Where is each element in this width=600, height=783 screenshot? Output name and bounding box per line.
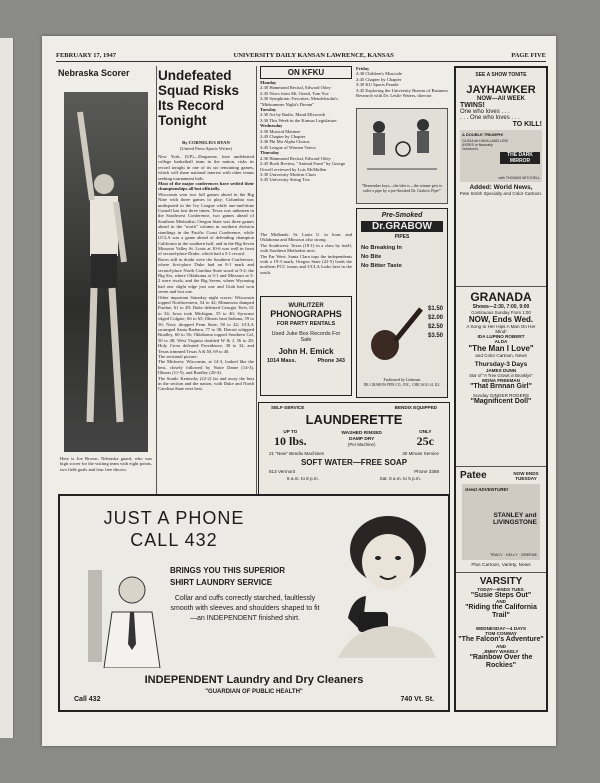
story-paragraph: New York, (UP)—Duquesne, lone undefeated college basketball team in the nation, risks its record tonight in one of its six remaining games, which will share national interest with other teams seeking tournament bids.	[158, 154, 254, 181]
wurlitzer-records: Used Juke Box Records For Sale	[271, 331, 341, 343]
adjacent-page-edge	[0, 38, 14, 738]
story-paragraph: The Southwest: Texas (18-1) in a class by itself, with Southern Methodist next.	[260, 242, 352, 254]
varsity-name: VARSITY	[479, 576, 523, 587]
grabow-price: $3.50	[427, 333, 443, 339]
launderette-hours-saturday: Sat. 8 a.m. to 5 p.m.	[379, 476, 421, 481]
laundry-sub-2: SHIRT LAUNDRY SERVICE	[170, 578, 273, 587]
varsity-film-3: "The Falcon's Adventure"	[458, 636, 544, 643]
laundry-body: Collar and cuffs correctly starched, faultlessly smooth with sleeves and shoulders shaped to fit—an INDEPENDENT finished shirt.	[170, 595, 320, 622]
player-photo	[64, 92, 148, 452]
story-paragraph: The Midwest: Wisconsin, at 14-3, looked like the best, closely followed by Notre Dame (14-3), Illinois (11-5), and Bradley (20-4).	[158, 359, 254, 376]
grabow-feature: No Bitter Taste	[361, 263, 402, 269]
photo-caption: Here is Joe Brown, Nebraska guard, who was high scorer for the visiting team with eight points, two field goals and four free throws.	[60, 456, 152, 472]
varsity-and-2: AND	[496, 644, 506, 649]
launderette-hours-weekday: 8 a.m. to 8 p.m.	[287, 476, 319, 481]
launderette-hours	[259, 476, 449, 481]
varsity-star-1: TOM CONWAY	[485, 631, 517, 636]
radio-friday	[356, 66, 448, 106]
laundry-sub-1: BRINGS YOU THIS SUPERIOR	[170, 566, 285, 575]
radio-title: ON KFKU	[260, 66, 352, 79]
launderette-machines: 21 "New" Bendix Machines	[269, 451, 325, 456]
granada-film: "The Man I Love"	[468, 344, 534, 353]
granada-now: NOW, Ends Wed.	[468, 315, 534, 324]
page-header	[56, 50, 546, 62]
granada-sunday: Sunday GINGER ROGERS	[472, 393, 530, 398]
laundry-address: 740 Vt. St.	[400, 696, 434, 703]
header-date: FEBRUARY 17, 1947	[56, 52, 117, 59]
patee-cast: TRACY · KELLY · GREENE	[489, 553, 537, 557]
pipe-icon	[367, 305, 423, 363]
grabow-footer: Fashioned by Linkman	[383, 377, 421, 382]
jayhawker-kill: TO KILL!	[512, 121, 542, 128]
story-byline: By CORNELIUS RYAN	[182, 140, 230, 145]
radio-day: Thursday	[260, 150, 280, 156]
granada-cont: Continuous Sunday From 1:00	[471, 310, 531, 315]
granada-extra: and Color Cartoon, News	[475, 353, 527, 358]
story-paragraph: Wisconsin won two full games ahead in the Big Nine with three games to play; Columbia was undisputed in the Ivy League while one-and-done Cornell has lost three times; Texas was unbeaten in the Southwest Conference, two games ahead of Southern Methodist; Oregon State was three games ahead in the "north" column in northern division standings in the Pacific Coast Conference, while UCLA was a game ahead of defending champion California in the southern half, and in the Big Seven Missouri Valley St. Louis at 10-6 was well in front of second-place Drake, which had a 5-1 record.	[158, 191, 254, 257]
launderette-self-service: SELF-SERVICE	[271, 405, 305, 410]
varsity-and: AND	[496, 599, 506, 604]
header-paper: UNIVERSITY DAILY KANSAN LAWRENCE, KANSAS	[233, 52, 394, 59]
story-paragraph: The sectional picture:	[158, 354, 198, 360]
jayhawker-twins: TWINS!	[460, 102, 485, 109]
basketball-player-figure	[64, 92, 148, 452]
jayhawker-stars: OLIVIA de HAVILLAND LEW AYRES in Nunnally Johnson's	[462, 139, 508, 151]
radio-day: Monday	[260, 80, 277, 85]
story-credit: (United Press Sports Writer)	[179, 146, 233, 151]
radio-item: 3:30 University Modern Choir	[260, 171, 317, 177]
radio-item: 2:30 Musical Matinee	[260, 128, 301, 134]
varsity-film-2: "Riding the California Trail"	[465, 604, 537, 619]
wurlitzer-ad	[260, 296, 352, 396]
launderette-details	[259, 449, 449, 458]
see-a-show: SEE A SHOW TONITE	[475, 72, 527, 78]
varsity-ad	[456, 576, 546, 670]
grabow-feature: No Breaking In	[361, 245, 402, 251]
launderette-only: ONLY	[419, 429, 432, 434]
laundry-phone: Call 432	[74, 696, 101, 703]
launderette-bendix: BENDIX EQUIPPED	[394, 405, 437, 410]
wurlitzer-phone: Phone 343	[317, 358, 345, 364]
grabow-cartoon	[356, 108, 448, 204]
launderette-contact	[259, 467, 449, 476]
radio-day: Tuesday	[260, 107, 277, 113]
varsity-wednesday: WEDNESDAY—4 DAYS	[475, 626, 527, 631]
radio-item: 3:30 This Week in the Kansas Legislature	[260, 117, 337, 123]
jayhawker-tagline-2: . . . One who loves . . .	[460, 115, 520, 121]
radio-item: 2:45 Chapter by Chapter	[260, 134, 306, 140]
launderette-ad	[258, 402, 450, 498]
woman-on-phone-illustration	[332, 508, 440, 658]
laundry-headline-2: CALL 432	[130, 530, 218, 550]
varsity-today: TODAY—ENDS TUES.	[477, 587, 525, 592]
story-paragraph: Races still in doubt were the Southern Conference, where first-place Duke had an 8-1 mark and second-place North Carolina State stood at 9-2; the Big Six, where Oklahoma at 3-1 and Missouri at 3-2 were rivals, and the Big Seven, where Wyoming had one slight edge just one and Utah had won seven and lost one.	[158, 256, 254, 295]
column-rule	[156, 66, 157, 496]
granada-shows: Shows—2:30, 7:00, 9:00	[472, 304, 530, 310]
laundry-slogan: "GUARDIAN OF PUBLIC HEALTH"	[205, 689, 303, 695]
jayhawker-name: JAYHAWKER	[466, 84, 536, 96]
radio-item: 3:45 League of Women Voters	[260, 144, 316, 150]
story-paragraph: The South: Kentucky (22-2) far and away the best in the section and the nation, with Duke and North Carolina State next best.	[158, 375, 254, 392]
granada-star-2: JAMES DUNN	[485, 368, 517, 373]
jayhawker-added-2: Pete Smith Specialty and Color Cartoon.	[459, 191, 543, 196]
man-in-shirt-illustration	[84, 564, 168, 668]
grabow-price: $2.00	[427, 315, 443, 321]
wurlitzer-phonographs: PHONOGRAPHS	[270, 309, 342, 319]
grabow-ad	[356, 208, 448, 398]
granada-desc: Star of "A Tree Grows in Brooklyn"	[469, 373, 533, 378]
granada-song: A Song to Her Hips A Man On Her Mind!	[466, 324, 536, 334]
launderette-title: LAUNDERETTE	[305, 412, 403, 427]
launderette-washed: WASHED RINSED DAMP DRY	[341, 430, 382, 442]
granada-film-2: "That Brnnan Girl"	[470, 383, 532, 390]
patee-now: NOW ENDS TUESDAY	[513, 470, 539, 481]
radio-item: 2:45 News from Mt. Oread, Tom Yoe	[260, 90, 329, 96]
varsity-star-2: JIMMY WAKELY	[483, 649, 519, 654]
theatre-divider	[456, 466, 546, 467]
launderette-soft-water: SOFT WATER—FREE SOAP	[300, 458, 408, 467]
story-paragraph: Other important Saturday night scores: Wisconsin topped Northwestern, 54 to 42; Minnesota dumped Purdue, 61 to 49; Duke defeated Georgia Tech, 61 to 34; Iowa took Michigan, 55 to 40; Syracuse edged Colgate, 66 to 65; Illinois beat Indiana, 59 to 50; Navy dropped Penn State, 58 to 42; UCLA swamped Santa Barbara, 77 to 38; Detroit whipped Bradley, 60 to 56; Oklahoma topped Southern Cal, 50 to 48; West Virginia doubled W & J, 56 to 28; Holy Cross defeated Providence, 38 to 34, and Texas trimmed Texas A & M, 69 to 40.	[158, 294, 254, 354]
story-paragraph: The Midlands: St. Louis U. in front, and Oklahoma and Missouri also strong.	[260, 232, 352, 243]
theatre-divider	[456, 572, 546, 573]
radio-item: 2:30 Children's Musicale	[356, 71, 402, 77]
dark-mirror-poster	[460, 130, 542, 182]
radio-schedule	[260, 80, 352, 230]
radio-item: 3:30 Symphonic Favorites: Mendelssohn's "Midsummer Night's Dream"	[260, 96, 339, 107]
wurlitzer-contact	[261, 356, 351, 366]
launderette-price: 25c	[416, 434, 434, 448]
story-paragraph: The Far West: Santa Clara tops the independents with a 19-3 mark; Oregon State (22-5) leads the northern PCC teams and UCLA looks best in the south.	[260, 253, 352, 275]
patee-extra: Plus Cartoon, Variety, News	[471, 563, 531, 568]
story-paragraph: Most of the major conferences have settled their championships all but officially.	[158, 181, 254, 192]
grabow-brand: Dr.GRABOW	[361, 221, 443, 232]
varsity-film-4: "Rainbow Over the Rockies"	[469, 654, 533, 669]
stanley-poster	[462, 484, 540, 560]
wurlitzer-address: 1014 Mass.	[267, 358, 297, 364]
grabow-price: $2.50	[427, 324, 443, 330]
varsity-film-1: "Susie Steps Out"	[470, 592, 532, 599]
wurlitzer-owner: John H. Emick	[278, 347, 334, 356]
patee-name: Patee	[460, 470, 487, 481]
radio-item: 3:30 Phi Mu Alpha Chorus	[260, 139, 310, 145]
granada-ad	[456, 290, 546, 405]
launderette-per-machine: (Per Machine)	[347, 442, 376, 448]
jayhawker-added: Added: World News,	[469, 184, 533, 191]
launderette-offer	[259, 429, 449, 449]
granada-co-star: MONA FREEMAN	[482, 378, 520, 383]
radio-item: 2:45 Chapter by Chapter	[356, 76, 402, 82]
theatre-column	[454, 66, 548, 712]
wurlitzer-party: FOR PARTY RENTALS	[276, 321, 336, 327]
header-page: PAGE FIVE	[511, 52, 546, 59]
grabow-price: $1.50	[427, 306, 443, 312]
patee-adventure: Great ADVENTURE!	[465, 487, 509, 492]
granada-film-3: "Magnificent Doll"	[470, 398, 532, 405]
radio-item: 3:30 KU Sports Parade	[356, 82, 399, 88]
jayhawker-triumph: A DOUBLE TRIUMPH!	[462, 132, 504, 137]
grabow-features	[361, 244, 443, 271]
radio-item: 3:45 University String Trio	[260, 177, 310, 183]
grabow-feature: No Bite	[361, 254, 382, 260]
grabow-top: Pre-Smoked	[381, 212, 423, 219]
jayhawker-now: NOW—All WEEK	[477, 96, 525, 102]
patee-film: STANLEY and LIVINGSTONE	[493, 512, 537, 526]
radio-item: 2:30 Hammond Recital, Edward Otley	[260, 85, 331, 91]
radio-item: 2:30 Hammond Recital, Edward Otley	[260, 155, 331, 161]
laundry-company: INDEPENDENT Laundry and Dry Cleaners	[144, 674, 364, 686]
radio-day: Wednesday	[260, 123, 283, 129]
grabow-maker: DR. GRABOW PIPE CO., INC., CHICAGO 14, ILL	[363, 383, 441, 387]
launderette-service: 30 Minute Service	[402, 451, 439, 456]
wurlitzer-brand: WURLITZER	[288, 303, 324, 309]
cartoon-players-illustration	[357, 109, 447, 179]
cartoon-caption: "Remember boys—the idea is—the winner gets to order a pipe by a pre-Smoked Dr. Grabow Pipe!"	[361, 183, 443, 193]
launderette-upto: UP TO	[283, 429, 298, 434]
grabow-pipes: PIPES	[394, 234, 410, 240]
jayhawker-tagline-1: One who loves . . .	[460, 109, 510, 115]
patee-ad	[456, 470, 546, 568]
jayhawker-with: with THOMAS MITCHELL	[498, 176, 540, 180]
jayhawker-film: THE DARK MIRROR	[500, 152, 540, 164]
radio-item: 2:30 Art by Radio, Maud Ellsworth	[260, 112, 326, 118]
story-headline: Undefeated Squad Risks Its Record Tonight	[158, 68, 240, 128]
story-kicker: Nebraska Scorer	[58, 68, 130, 78]
launderette-lbs: 10 lbs.	[273, 434, 307, 448]
granada-stars: IDA LUPINO ROBERT ALDA	[477, 334, 525, 344]
granada-thursday: Thursday-3 Days	[474, 361, 528, 368]
radio-day: Friday	[356, 66, 370, 71]
column-rule	[256, 66, 257, 496]
story-body	[158, 154, 254, 496]
launderette-phone: Phone 3368	[414, 469, 439, 474]
launderette-top	[259, 403, 449, 412]
radio-item: 3:45 Exploring the University Bureau of Business Research with Dr. Leslie Waters, director.	[356, 87, 448, 99]
radio-item: 2:45 Book Review, "Animal Farm" by George Orwell reviewed by Lois McMullen	[260, 161, 346, 172]
launderette-address: 813 Vermont	[269, 469, 296, 474]
newspaper-page	[42, 36, 556, 746]
laundry-headline-1: JUST A PHONE	[103, 508, 245, 528]
independent-laundry-ad	[58, 494, 450, 712]
story-continued	[260, 232, 352, 292]
grabow-prices	[428, 305, 443, 341]
granada-name: GRANADA	[470, 290, 532, 304]
theatre-divider	[456, 286, 546, 287]
